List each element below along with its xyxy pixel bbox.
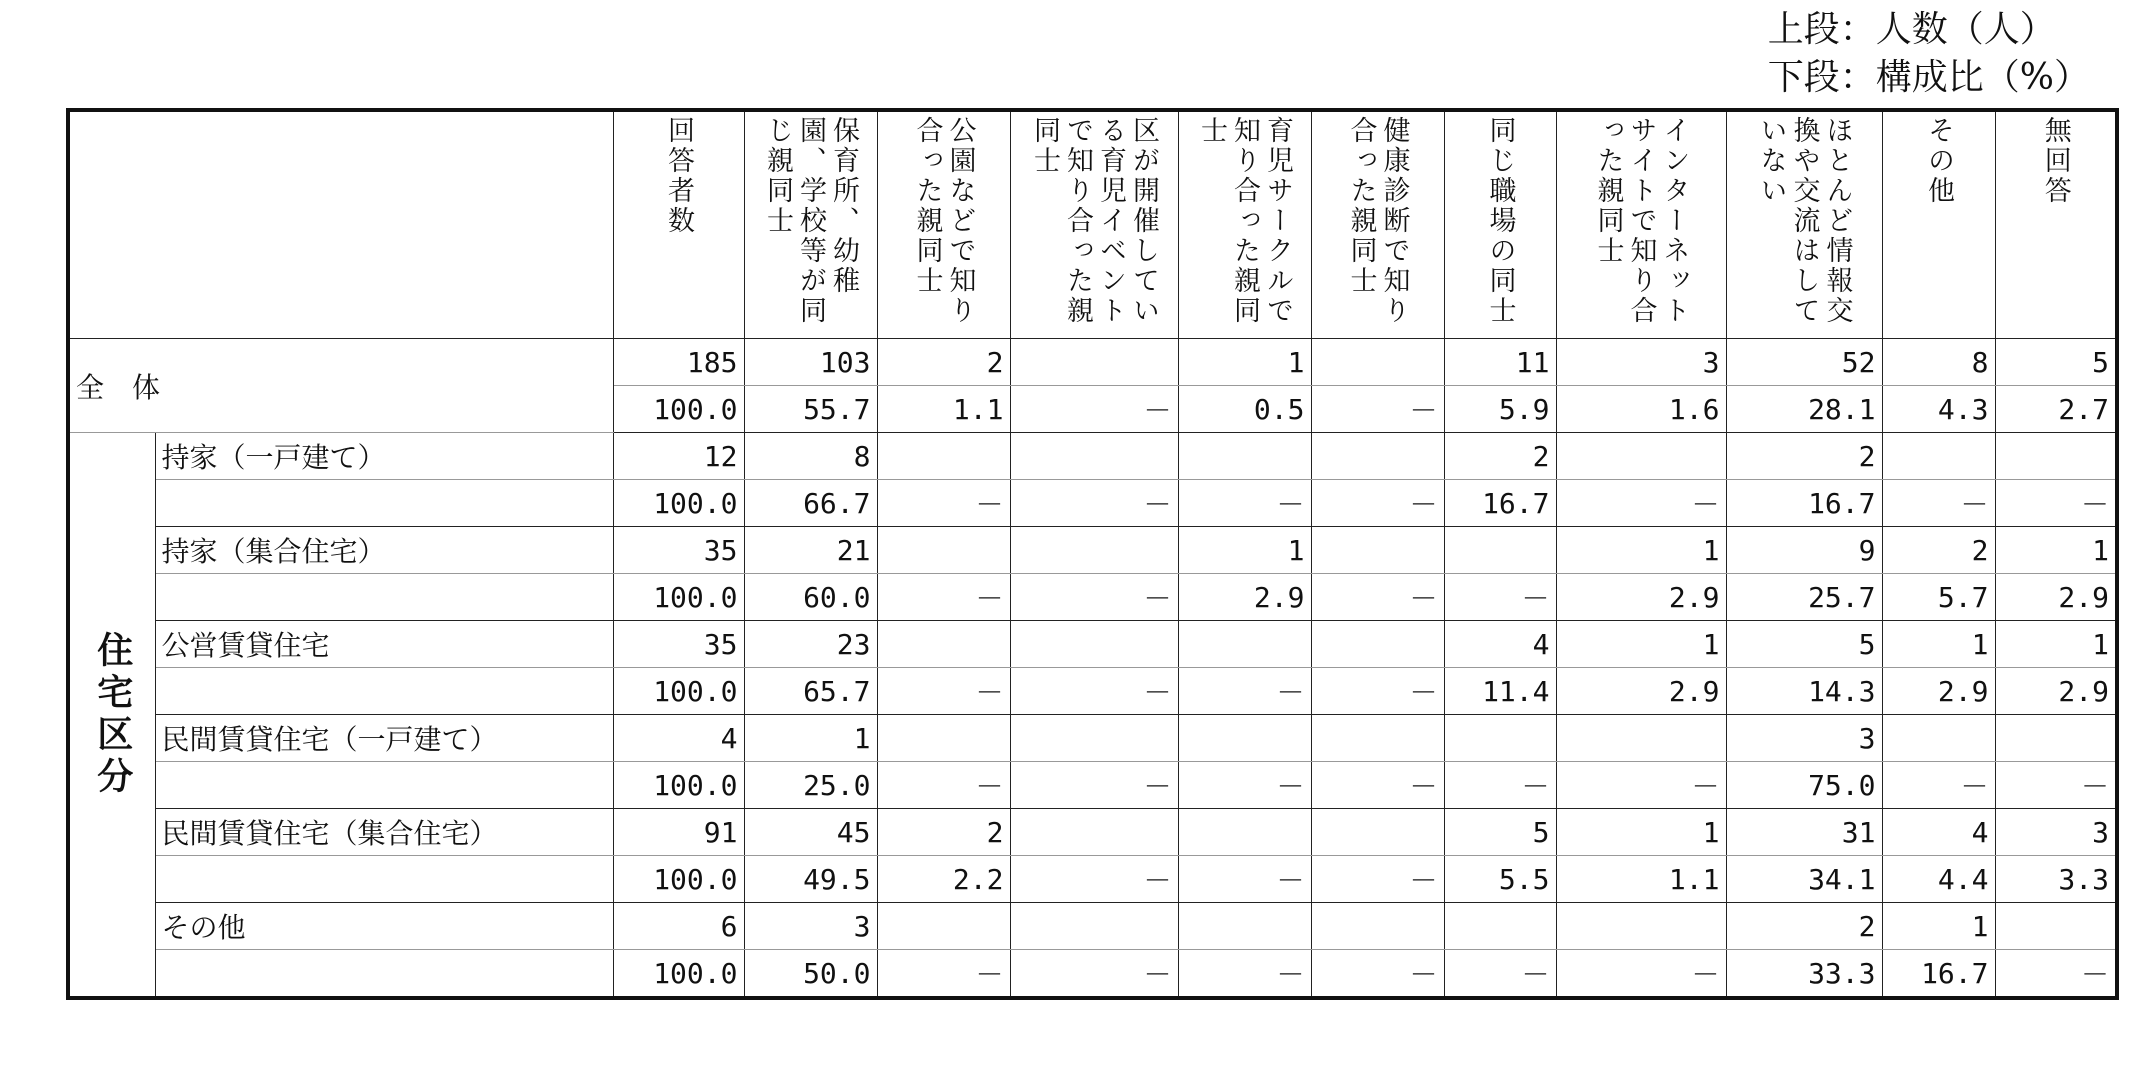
column-header <box>744 110 877 339</box>
count-cell <box>1311 809 1444 856</box>
count-row <box>68 527 2117 574</box>
percent-cell: － <box>1010 480 1178 527</box>
count-cell: 11 <box>1444 339 1556 386</box>
percent-cell: － <box>1010 856 1178 903</box>
count-cell <box>1178 621 1311 668</box>
total-count-row <box>68 339 2117 386</box>
header-row <box>68 110 2117 339</box>
percent-cell: 25.7 <box>1726 574 1882 621</box>
percent-cell: － <box>1311 668 1444 715</box>
percent-row <box>68 574 2117 621</box>
count-cell <box>1311 621 1444 668</box>
column-header-text: 健康診断で知り合った親同士 <box>1345 116 1410 326</box>
percent-cell: 2.9 <box>1882 668 1995 715</box>
count-cell <box>1010 903 1178 950</box>
percent-cell: 2.9 <box>1178 574 1311 621</box>
percent-cell: 100.0 <box>613 386 744 433</box>
count-cell: 3 <box>1726 715 1882 762</box>
percent-cell: － <box>1178 856 1311 903</box>
count-cell <box>1556 433 1726 480</box>
count-cell: 2 <box>877 809 1010 856</box>
count-cell: 4 <box>1444 621 1556 668</box>
count-row <box>68 621 2117 668</box>
count-cell: 103 <box>744 339 877 386</box>
group-label: 住宅区分 <box>91 630 133 799</box>
count-cell: 31 <box>1726 809 1882 856</box>
column-header-text: 無回答 <box>2039 116 2071 206</box>
count-row <box>68 903 2117 950</box>
count-cell <box>1311 715 1444 762</box>
percent-cell: 65.7 <box>744 668 877 715</box>
percent-cell: 75.0 <box>1726 762 1882 809</box>
count-cell: 1 <box>1882 903 1995 950</box>
percent-cell: － <box>1311 386 1444 433</box>
count-cell: 6 <box>613 903 744 950</box>
percent-cell: － <box>1178 480 1311 527</box>
count-cell <box>877 903 1010 950</box>
count-cell <box>1010 621 1178 668</box>
percent-cell: － <box>1010 574 1178 621</box>
column-header <box>1556 110 1726 339</box>
percent-row <box>68 762 2117 809</box>
percent-cell: 14.3 <box>1726 668 1882 715</box>
percent-cell: 100.0 <box>613 762 744 809</box>
legend <box>1768 6 2090 102</box>
column-header <box>1311 110 1444 339</box>
row-label-blank <box>155 762 613 809</box>
percent-cell: 2.2 <box>877 856 1010 903</box>
count-cell <box>1882 715 1995 762</box>
percent-cell: 16.7 <box>1444 480 1556 527</box>
count-cell: 2 <box>1444 433 1556 480</box>
count-cell: 3 <box>1995 809 2117 856</box>
column-header <box>613 110 744 339</box>
percent-cell: 5.9 <box>1444 386 1556 433</box>
row-label: その他 <box>155 903 613 950</box>
count-cell <box>1178 715 1311 762</box>
count-cell: 1 <box>1556 809 1726 856</box>
count-cell: 5 <box>1995 339 2117 386</box>
row-label: 民間賃貸住宅（集合住宅） <box>155 809 613 856</box>
count-cell: 9 <box>1726 527 1882 574</box>
percent-cell: － <box>1311 762 1444 809</box>
count-cell: 5 <box>1726 621 1882 668</box>
column-header-text: ほとんど情報交換や交流はしていない <box>1755 116 1853 326</box>
count-cell: 1 <box>744 715 877 762</box>
percent-cell: － <box>1444 950 1556 999</box>
row-label: 公営賃貸住宅 <box>155 621 613 668</box>
percent-cell: － <box>1444 574 1556 621</box>
percent-cell: － <box>1995 480 2117 527</box>
count-cell <box>877 527 1010 574</box>
percent-cell: － <box>1311 856 1444 903</box>
count-cell <box>1444 715 1556 762</box>
total-label: 全 体 <box>68 339 613 433</box>
percent-cell: 2.9 <box>1995 668 2117 715</box>
count-cell: 4 <box>1882 809 1995 856</box>
percent-cell: 16.7 <box>1726 480 1882 527</box>
count-cell: 4 <box>613 715 744 762</box>
percent-cell: 100.0 <box>613 574 744 621</box>
percent-row <box>68 856 2117 903</box>
row-label-blank <box>155 480 613 527</box>
count-cell: 2 <box>877 339 1010 386</box>
count-cell: 2 <box>1726 903 1882 950</box>
percent-cell: 4.4 <box>1882 856 1995 903</box>
count-cell: 1 <box>1995 621 2117 668</box>
column-header <box>1882 110 1995 339</box>
count-cell <box>877 715 1010 762</box>
percent-cell: 2.7 <box>1995 386 2117 433</box>
percent-cell: － <box>1556 950 1726 999</box>
percent-cell: － <box>1010 762 1178 809</box>
column-header <box>877 110 1010 339</box>
percent-cell: － <box>1444 762 1556 809</box>
percent-cell: － <box>1178 668 1311 715</box>
count-cell <box>1311 433 1444 480</box>
count-cell: 1 <box>1882 621 1995 668</box>
count-cell: 185 <box>613 339 744 386</box>
percent-cell: 100.0 <box>613 668 744 715</box>
column-header-text: インターネットサイトで知り合った親同士 <box>1592 116 1690 326</box>
percent-cell: 2.9 <box>1995 574 2117 621</box>
count-cell: 3 <box>1556 339 1726 386</box>
percent-cell: － <box>877 574 1010 621</box>
count-cell: 8 <box>744 433 877 480</box>
percent-cell: 49.5 <box>744 856 877 903</box>
percent-cell: 2.9 <box>1556 668 1726 715</box>
count-cell: 45 <box>744 809 877 856</box>
row-label: 持家（一戸建て） <box>155 433 613 480</box>
count-cell <box>1995 433 2117 480</box>
count-cell <box>1444 903 1556 950</box>
column-header-text: その他 <box>1923 116 1954 206</box>
column-header <box>1010 110 1178 339</box>
column-header <box>1995 110 2117 339</box>
column-header-text: 保育所、幼稚園、学校等が同じ親同士 <box>762 116 859 326</box>
percent-cell: 100.0 <box>613 856 744 903</box>
count-cell: 91 <box>613 809 744 856</box>
percent-cell: － <box>1882 480 1995 527</box>
percent-cell: － <box>1010 950 1178 999</box>
row-label-blank <box>155 856 613 903</box>
percent-cell: 55.7 <box>744 386 877 433</box>
column-header-text: 回答者数 <box>663 116 694 236</box>
percent-cell: 2.9 <box>1556 574 1726 621</box>
column-header-text: 育児サークルで知り合った親同士 <box>1196 116 1293 326</box>
row-label: 民間賃貸住宅（一戸建て） <box>155 715 613 762</box>
count-cell <box>1010 809 1178 856</box>
count-cell <box>1010 433 1178 480</box>
count-cell: 23 <box>744 621 877 668</box>
count-cell: 1 <box>1178 339 1311 386</box>
count-cell: 2 <box>1726 433 1882 480</box>
count-row <box>68 809 2117 856</box>
percent-cell: 66.7 <box>744 480 877 527</box>
column-header <box>1178 110 1311 339</box>
percent-cell: 100.0 <box>613 950 744 999</box>
count-cell: 35 <box>613 621 744 668</box>
percent-cell: 1.6 <box>1556 386 1726 433</box>
percent-cell: － <box>1178 950 1311 999</box>
column-header-text: 同じ職場の同士 <box>1484 116 1516 326</box>
count-cell <box>1311 527 1444 574</box>
count-cell: 1 <box>1178 527 1311 574</box>
column-header-text: 区が開催している育児イベントで知り合った親同士 <box>1029 116 1159 326</box>
count-cell <box>1995 715 2117 762</box>
legend-upper: 上段：人数（人） <box>1767 9 2056 50</box>
group-label-cell <box>68 433 155 999</box>
count-cell: 3 <box>744 903 877 950</box>
percent-row <box>68 950 2117 999</box>
count-cell <box>877 621 1010 668</box>
count-cell: 1 <box>1995 527 2117 574</box>
percent-cell: － <box>1556 762 1726 809</box>
count-cell <box>1010 715 1178 762</box>
count-cell <box>1010 339 1178 386</box>
percent-cell: － <box>1556 480 1726 527</box>
count-cell <box>1882 433 1995 480</box>
count-cell: 1 <box>1556 527 1726 574</box>
percent-row <box>68 668 2117 715</box>
column-header-text: 公園などで知り合った親同士 <box>911 116 976 326</box>
count-cell <box>1556 903 1726 950</box>
row-label-blank <box>155 574 613 621</box>
percent-cell: 5.7 <box>1882 574 1995 621</box>
percent-cell: － <box>1010 668 1178 715</box>
percent-cell: 1.1 <box>877 386 1010 433</box>
count-cell <box>1178 809 1311 856</box>
percent-row <box>68 480 2117 527</box>
count-row <box>68 715 2117 762</box>
percent-cell: 50.0 <box>744 950 877 999</box>
count-cell: 52 <box>1726 339 1882 386</box>
percent-cell: － <box>1311 480 1444 527</box>
percent-cell: － <box>1178 762 1311 809</box>
percent-cell: 1.1 <box>1556 856 1726 903</box>
legend-lower: 下段：構成比（%） <box>1767 57 2090 98</box>
percent-cell: 3.3 <box>1995 856 2117 903</box>
count-cell: 8 <box>1882 339 1995 386</box>
percent-cell: － <box>1882 762 1995 809</box>
count-cell <box>1311 903 1444 950</box>
percent-cell: － <box>1010 386 1178 433</box>
percent-cell: 28.1 <box>1726 386 1882 433</box>
percent-cell: 100.0 <box>613 480 744 527</box>
percent-cell: 33.3 <box>1726 950 1882 999</box>
count-cell <box>1010 527 1178 574</box>
column-header <box>1444 110 1556 339</box>
percent-cell: 4.3 <box>1882 386 1995 433</box>
percent-cell: 11.4 <box>1444 668 1556 715</box>
percent-cell: 0.5 <box>1178 386 1311 433</box>
count-cell <box>1178 903 1311 950</box>
percent-cell: － <box>877 480 1010 527</box>
column-header <box>1726 110 1882 339</box>
percent-cell: － <box>1995 762 2117 809</box>
count-cell: 12 <box>613 433 744 480</box>
percent-cell: 5.5 <box>1444 856 1556 903</box>
count-cell: 2 <box>1882 527 1995 574</box>
percent-cell: － <box>877 950 1010 999</box>
count-cell <box>1444 527 1556 574</box>
percent-cell: 34.1 <box>1726 856 1882 903</box>
count-row <box>68 433 2117 480</box>
count-cell <box>1311 339 1444 386</box>
percent-cell: － <box>1995 950 2117 999</box>
count-cell <box>877 433 1010 480</box>
percent-cell: 16.7 <box>1882 950 1995 999</box>
percent-cell: － <box>1311 950 1444 999</box>
percent-cell: 25.0 <box>744 762 877 809</box>
row-label-blank <box>155 950 613 999</box>
row-label: 持家（集合住宅） <box>155 527 613 574</box>
crosstab-table <box>66 108 2119 1000</box>
row-label-blank <box>155 668 613 715</box>
count-cell: 1 <box>1556 621 1726 668</box>
percent-cell: － <box>877 762 1010 809</box>
count-cell: 35 <box>613 527 744 574</box>
count-cell <box>1178 433 1311 480</box>
percent-cell: 60.0 <box>744 574 877 621</box>
count-cell: 5 <box>1444 809 1556 856</box>
percent-cell: － <box>1311 574 1444 621</box>
count-cell: 21 <box>744 527 877 574</box>
header-corner <box>68 110 613 339</box>
count-cell <box>1995 903 2117 950</box>
percent-cell: － <box>877 668 1010 715</box>
count-cell <box>1556 715 1726 762</box>
